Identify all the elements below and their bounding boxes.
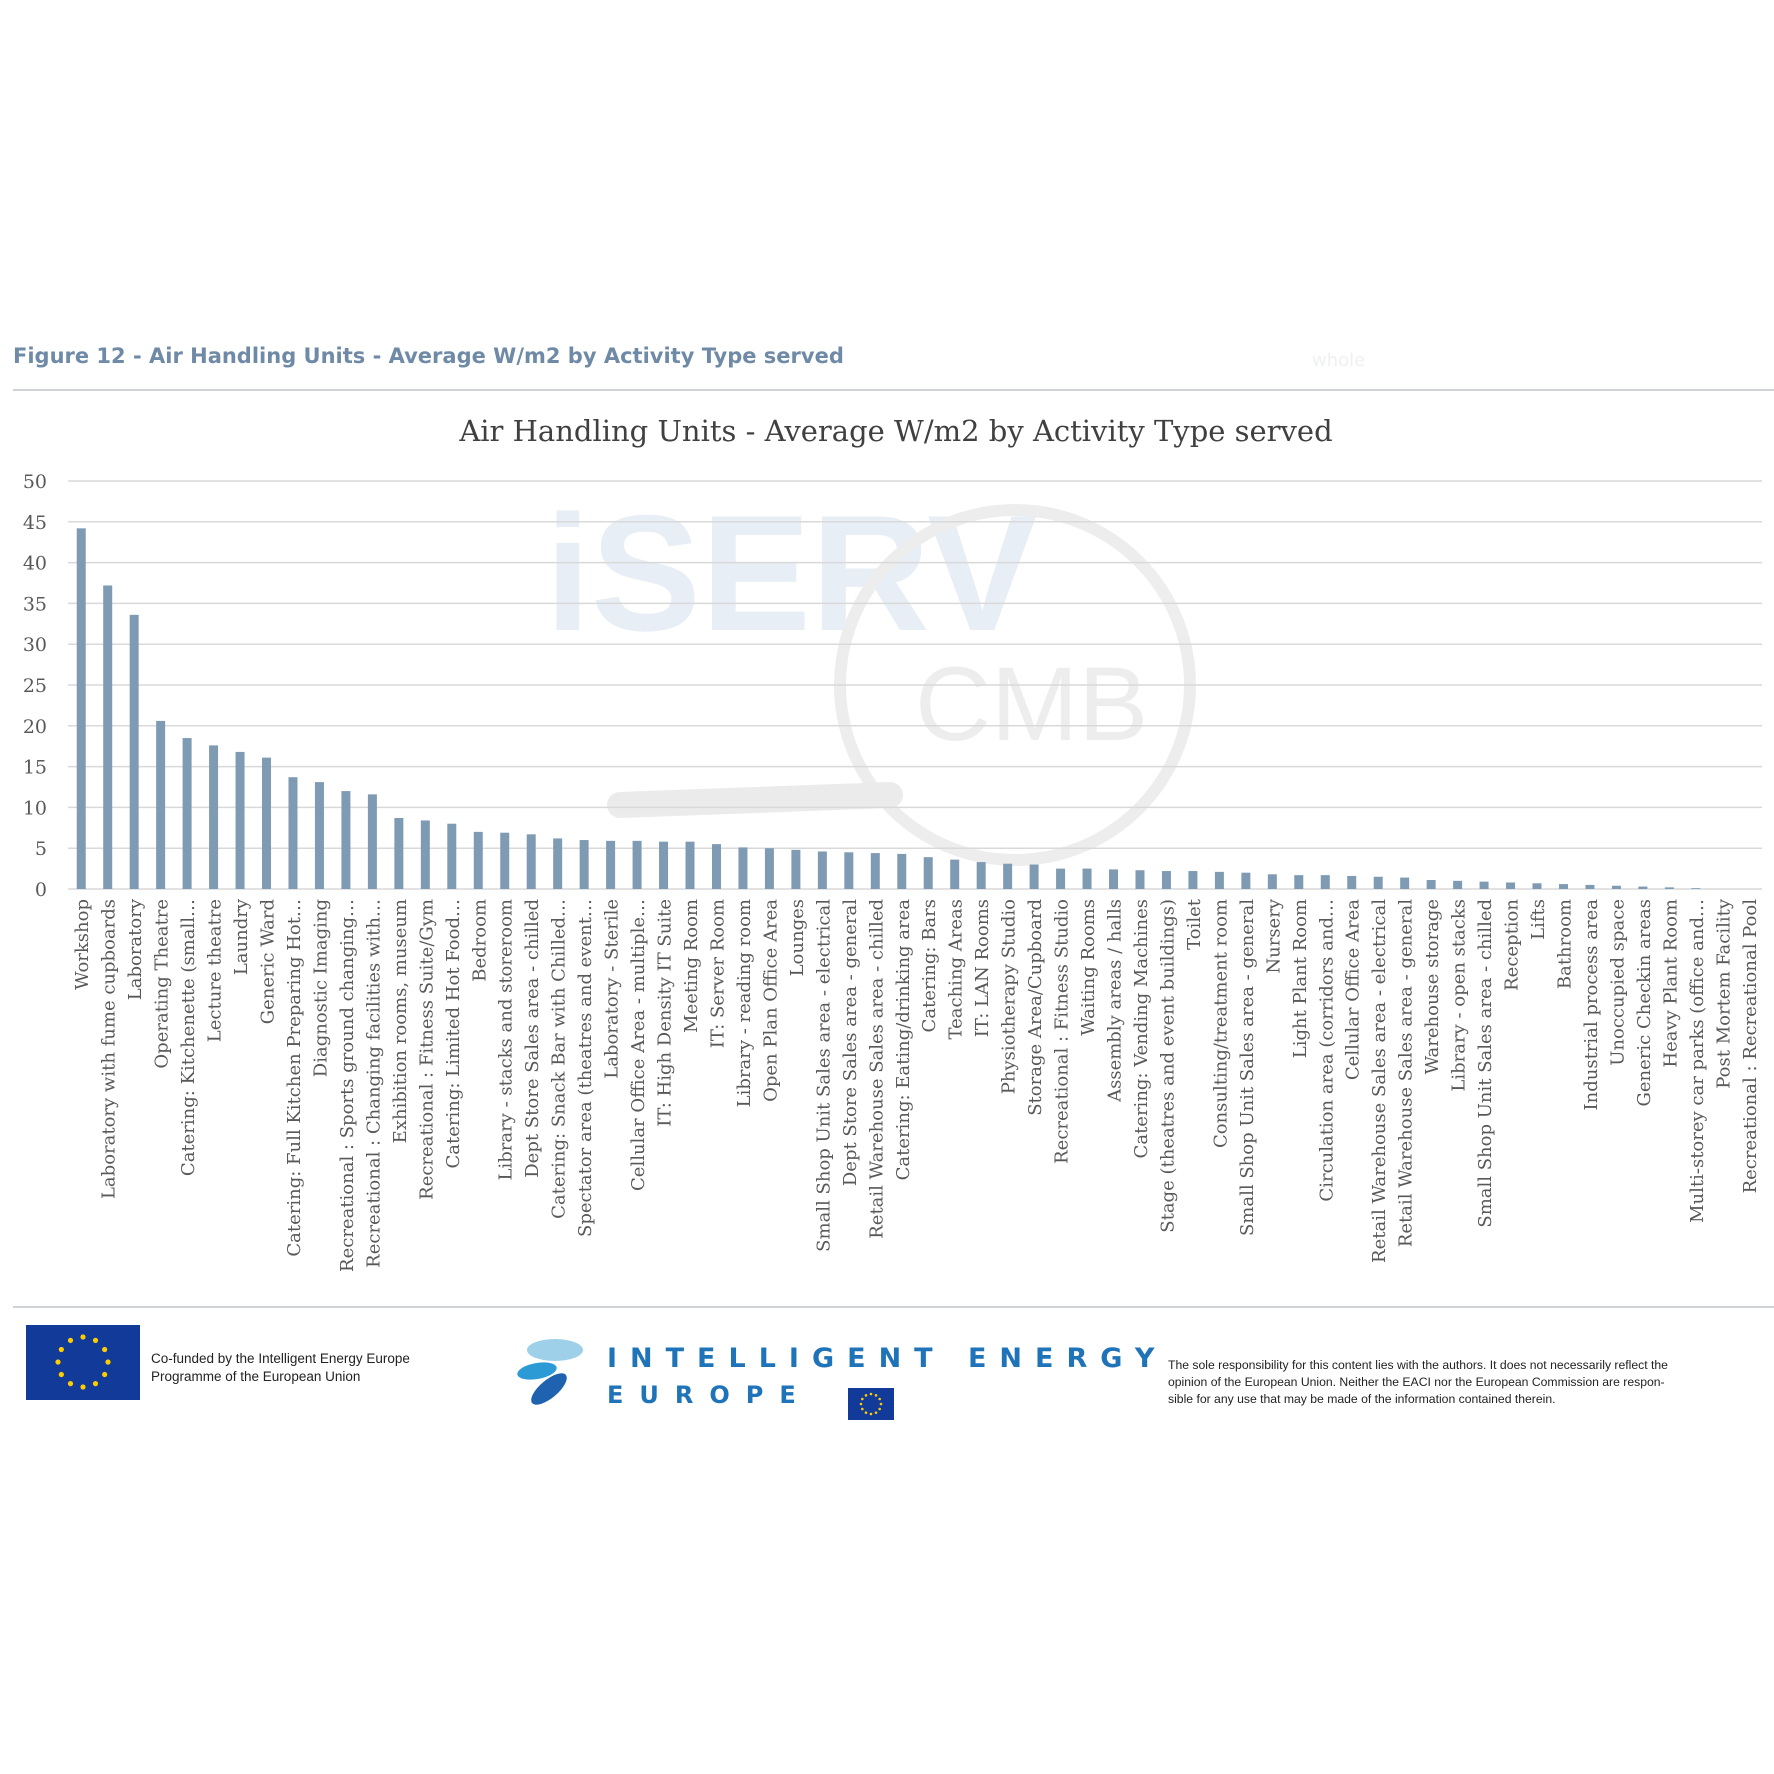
x-tick-label: Nursery xyxy=(1263,899,1285,974)
x-tick-label: IT: High Density IT Suite xyxy=(654,899,676,1127)
x-tick-label: Diagnostic Imaging xyxy=(310,899,332,1078)
x-tick-label: Recreational : Recreational Pool xyxy=(1739,899,1761,1194)
top-divider xyxy=(13,389,1774,391)
x-tick-label: Open Plan Office Area xyxy=(760,899,782,1102)
y-tick-label: 0 xyxy=(34,879,47,901)
y-tick-label: 45 xyxy=(22,511,47,534)
disclaimer-line-3: sible for any use that may be made of the information contained therein. xyxy=(1168,1392,1556,1406)
bar xyxy=(1665,887,1674,889)
bar xyxy=(500,833,509,889)
bar xyxy=(738,847,747,889)
x-tick-label: Catering: Full Kitchen Preparing Hot… xyxy=(283,899,305,1257)
x-tick-label: Catering: Limited Hot Food… xyxy=(442,899,464,1169)
x-tick-label: Storage Area/Cupboard xyxy=(1025,899,1047,1116)
x-tick-label: Laboratory with fume cupboards xyxy=(98,899,120,1200)
x-tick-label: Reception xyxy=(1501,899,1523,991)
x-tick-label: Lecture theatre xyxy=(204,899,226,1043)
x-tick-label: Generic Ward xyxy=(257,899,279,1025)
x-tick-label: Library - stacks and storeroom xyxy=(495,899,517,1181)
x-tick-label: Catering: Vending Machines xyxy=(1130,899,1152,1159)
footer xyxy=(0,1320,1774,1440)
bar xyxy=(130,615,139,889)
svg-text:CMB: CMB xyxy=(915,646,1149,763)
bar xyxy=(1691,888,1700,889)
bar xyxy=(1400,878,1409,889)
x-tick-label: Retail Warehouse Sales area - general xyxy=(1395,899,1417,1248)
chart-title: Air Handling Units - Average W/m2 by Activity Type served xyxy=(459,414,1333,448)
x-tick-label: Circulation area (corridors and… xyxy=(1316,899,1338,1202)
eu-line-1: Co-funded by the Intelligent Energy Europe xyxy=(151,1351,410,1366)
x-tick-label: Dept Store Sales area - general xyxy=(839,899,861,1187)
bar xyxy=(1162,871,1171,889)
x-tick-label: Heavy Plant Room xyxy=(1660,899,1682,1068)
y-tick-label: 50 xyxy=(22,471,47,493)
x-tick-label: Lifts xyxy=(1528,899,1550,940)
x-tick-label: Workshop xyxy=(72,899,94,990)
y-tick-label: 40 xyxy=(22,552,47,575)
bar-chart xyxy=(0,395,1774,1300)
bar xyxy=(553,838,562,889)
bar xyxy=(818,851,827,889)
x-tick-label: Operating Theatre xyxy=(151,899,173,1069)
faint-background-text: whole xyxy=(1312,350,1366,371)
bar xyxy=(1056,869,1065,889)
bar xyxy=(606,841,615,889)
bar xyxy=(686,842,695,889)
x-tick-label: Light Plant Room xyxy=(1289,899,1311,1059)
x-tick-label: Small Shop Unit Sales area - electrical xyxy=(813,899,835,1252)
bar xyxy=(871,853,880,889)
bar xyxy=(1321,875,1330,889)
bar xyxy=(288,777,297,889)
x-tick-label: Spectator area (theatres and event… xyxy=(575,899,597,1237)
bar xyxy=(791,850,800,889)
watermark-logo xyxy=(545,481,1190,860)
bar xyxy=(421,820,430,889)
bar xyxy=(315,782,324,889)
x-tick-label: Exhibition rooms, museum xyxy=(389,899,411,1144)
disclaimer-text xyxy=(1168,1357,1748,1408)
bar xyxy=(156,721,165,889)
x-tick-label: Laboratory - Sterile xyxy=(601,899,623,1079)
disclaimer-line-1: The sole responsibility for this content lies with the authors. It does not necessarily reflect the xyxy=(1168,1358,1668,1372)
bar xyxy=(633,841,642,889)
y-axis-ticks xyxy=(23,471,47,901)
bar xyxy=(236,752,245,889)
x-tick-label: Cellular Office Area xyxy=(1342,899,1364,1081)
x-tick-label: Lounges xyxy=(786,899,808,977)
bar xyxy=(1638,887,1647,889)
bar xyxy=(394,818,403,889)
bar xyxy=(368,794,377,889)
bar xyxy=(1135,870,1144,889)
bar xyxy=(844,852,853,889)
bar xyxy=(1506,882,1515,889)
x-tick-label: Library - open stacks xyxy=(1448,899,1470,1092)
iee-title: INTELLIGENT ENERGY xyxy=(607,1343,1168,1374)
bar xyxy=(527,834,536,889)
bar xyxy=(103,585,112,889)
iee-eu-flag-logo xyxy=(848,1388,894,1420)
figure-caption: Figure 12 - Air Handling Units - Average W/m2 by Activity Type served xyxy=(13,344,844,368)
x-tick-label: Recreational : Sports ground changing… xyxy=(336,899,358,1272)
x-tick-label: Recreational : Fitness Studio xyxy=(1051,899,1073,1164)
eu-flag-logo xyxy=(26,1325,140,1400)
x-tick-label: Dept Store Sales area - chilled xyxy=(522,899,544,1178)
bar xyxy=(1612,886,1621,889)
bar xyxy=(1003,864,1012,889)
x-tick-label: Recreational : Changing facilities with… xyxy=(363,899,385,1268)
bar xyxy=(580,840,589,889)
x-tick-label: Post Mortem Facility xyxy=(1713,899,1735,1089)
bar xyxy=(474,832,483,889)
iee-subtitle: EUROPE xyxy=(607,1381,812,1409)
bottom-divider xyxy=(13,1306,1774,1308)
bar xyxy=(712,844,721,889)
bar xyxy=(765,848,774,889)
bar xyxy=(1347,876,1356,889)
bar xyxy=(897,854,906,889)
x-tick-label: Retail Warehouse Sales area - chilled xyxy=(866,899,888,1239)
bar xyxy=(1030,865,1039,889)
x-tick-label: Library - reading room xyxy=(733,899,755,1108)
x-tick-label: Teaching Areas xyxy=(945,899,967,1040)
x-tick-label: Laundry xyxy=(231,899,253,976)
x-tick-label: Cellular Office Area - multiple… xyxy=(628,899,650,1191)
x-tick-label: Meeting Room xyxy=(681,899,703,1033)
y-tick-label: 10 xyxy=(22,797,47,820)
bar xyxy=(1453,881,1462,889)
y-tick-label: 30 xyxy=(22,634,47,657)
bar xyxy=(1427,880,1436,889)
x-tick-label: Small Shop Unit Sales area - general xyxy=(1236,899,1258,1237)
watermark-logo-text: iSERV xyxy=(545,481,1038,665)
x-tick-label: Toilet xyxy=(1183,899,1205,950)
x-tick-label: Unoccupied space xyxy=(1607,899,1629,1066)
x-tick-label: Generic Checkin areas xyxy=(1633,899,1655,1107)
y-tick-label: 20 xyxy=(22,715,47,738)
y-tick-label: 25 xyxy=(22,675,47,697)
x-axis-labels xyxy=(72,898,1761,1272)
x-tick-label: Laboratory xyxy=(125,899,147,1001)
bar xyxy=(262,758,271,889)
x-tick-label: Industrial process area xyxy=(1580,899,1602,1111)
y-tick-label: 35 xyxy=(22,593,47,616)
x-tick-label: Catering: Kitchenette (small… xyxy=(178,899,200,1177)
x-tick-label: Assembly areas / halls xyxy=(1104,899,1126,1102)
bar xyxy=(1374,877,1383,889)
bar xyxy=(1294,875,1303,889)
iee-swirl-logo xyxy=(515,1333,585,1405)
bar xyxy=(1215,872,1224,889)
x-tick-label: IT: Server Room xyxy=(707,899,729,1049)
bar xyxy=(1188,871,1197,889)
bar xyxy=(1533,883,1542,889)
x-tick-label: Waiting Rooms xyxy=(1078,899,1100,1036)
bar xyxy=(1109,869,1118,889)
bar xyxy=(77,528,86,889)
bar xyxy=(924,857,933,889)
disclaimer-line-2: opinion of the European Union. Neither the EACI nor the European Commission are respon- xyxy=(1168,1375,1665,1389)
bar xyxy=(1559,884,1568,889)
bar xyxy=(1480,882,1489,889)
x-tick-label: Bedroom xyxy=(469,899,491,982)
x-tick-label: Stage (theatres and event buildings) xyxy=(1157,899,1179,1233)
x-tick-label: Multi-storey car parks (office and… xyxy=(1686,899,1708,1223)
x-tick-label: Catering: Snack Bar with Chilled… xyxy=(548,899,570,1219)
bar xyxy=(1585,885,1594,889)
x-tick-label: Bathroom xyxy=(1554,899,1576,990)
y-tick-label: 5 xyxy=(34,838,47,861)
x-tick-label: Warehouse storage xyxy=(1422,899,1444,1075)
bar xyxy=(1268,874,1277,889)
bar xyxy=(209,745,218,889)
eu-cofunding-text xyxy=(151,1350,410,1386)
x-tick-label: Physiotherapy Studio xyxy=(998,899,1020,1095)
bar xyxy=(341,791,350,889)
x-tick-label: Retail Warehouse Sales area - electrical xyxy=(1369,899,1391,1263)
y-tick-label: 15 xyxy=(22,756,47,779)
x-tick-label: Small Shop Unit Sales area - chilled xyxy=(1475,899,1497,1228)
bar xyxy=(1241,873,1250,889)
bar xyxy=(659,842,668,889)
bar xyxy=(950,860,959,889)
bar xyxy=(183,738,192,889)
bar xyxy=(1083,869,1092,889)
x-tick-label: Catering: Bars xyxy=(919,899,941,1033)
x-tick-label: IT: LAN Rooms xyxy=(972,899,994,1038)
x-tick-label: Catering: Eating/drinking area xyxy=(892,899,914,1181)
bar xyxy=(977,862,986,889)
x-tick-label: Recreational : Fitness Suite/Gym xyxy=(416,899,438,1200)
eu-line-2: Programme of the European Union xyxy=(151,1369,361,1384)
x-tick-label: Consulting/treatment room xyxy=(1210,899,1232,1149)
bar xyxy=(447,824,456,889)
